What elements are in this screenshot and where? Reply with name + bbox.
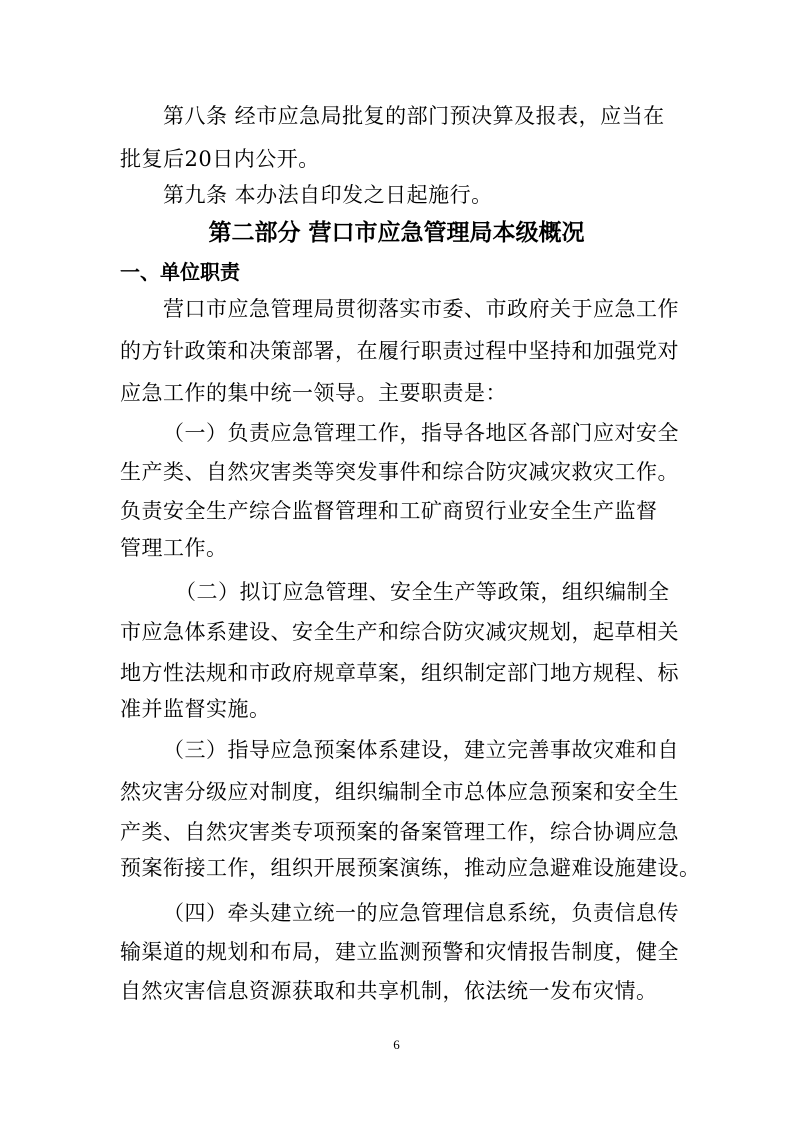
duty2-line2: 市应急体系建设、安全生产和综合防灾减灾规划，起草相关: [120, 620, 679, 644]
article8-line2: 批复后20日内公开。: [120, 147, 320, 171]
intro-line1: 营口市应急管理局贯彻落实市委、市政府关于应急工作: [163, 297, 679, 321]
duty3-line3: 产类、自然灾害类专项预案的备案管理工作，综合协调应急: [120, 820, 679, 844]
duty1-line3: 负责安全生产综合监督管理和工矿商贸行业安全生产监督: [120, 499, 658, 523]
duty3-line2: 然灾害分级应对制度，组织编制全市总体应急预案和安全生: [120, 780, 679, 804]
page-number: 6: [393, 1037, 400, 1052]
duty3-line4: 预案衔接工作，组织开展预案演练，推动应急避难设施建设。: [120, 856, 701, 880]
article9-line: 第九条 本办法自印发之日起施行。: [163, 183, 493, 207]
intro-line3: 应急工作的集中统一领导。主要职责是：: [120, 381, 507, 405]
duty2-line4: 准并监督实施。: [120, 697, 271, 721]
duty2-line3: 地方性法规和市政府规章草案，组织制定部门地方规程、标: [120, 661, 679, 685]
duty4-line3: 自然灾害信息资源获取和共享机制，依法统一发布灾情。: [120, 979, 658, 1003]
duty1-line4: 管理工作。: [120, 536, 228, 560]
duty2-line1: （二）拟订应急管理、安全生产等政策，组织编制全: [175, 580, 670, 604]
duty1-line2: 生产类、自然灾害类等突发事件和综合防灾减灾救灾工作。: [120, 460, 679, 484]
duty4-line1: （四）牵头建立统一的应急管理信息系统，负责信息传: [163, 901, 679, 925]
duty1-line1: （一）负责应急管理工作，指导各地区各部门应对安全: [163, 421, 679, 445]
article8-line1: 第八条 经市应急局批复的部门预决算及报表，应当在: [163, 104, 665, 128]
section-heading: 一、单位职责: [120, 260, 240, 284]
part-heading: 第二部分 营口市应急管理局本级概况: [208, 220, 585, 246]
duty3-line1: （三）指导应急预案体系建设，建立完善事故灾难和自: [163, 738, 679, 762]
intro-line2: 的方针政策和决策部署，在履行职责过程中坚持和加强党对: [120, 339, 679, 363]
duty4-line2: 输渠道的规划和布局，建立监测预警和灾情报告制度，健全: [120, 940, 679, 964]
